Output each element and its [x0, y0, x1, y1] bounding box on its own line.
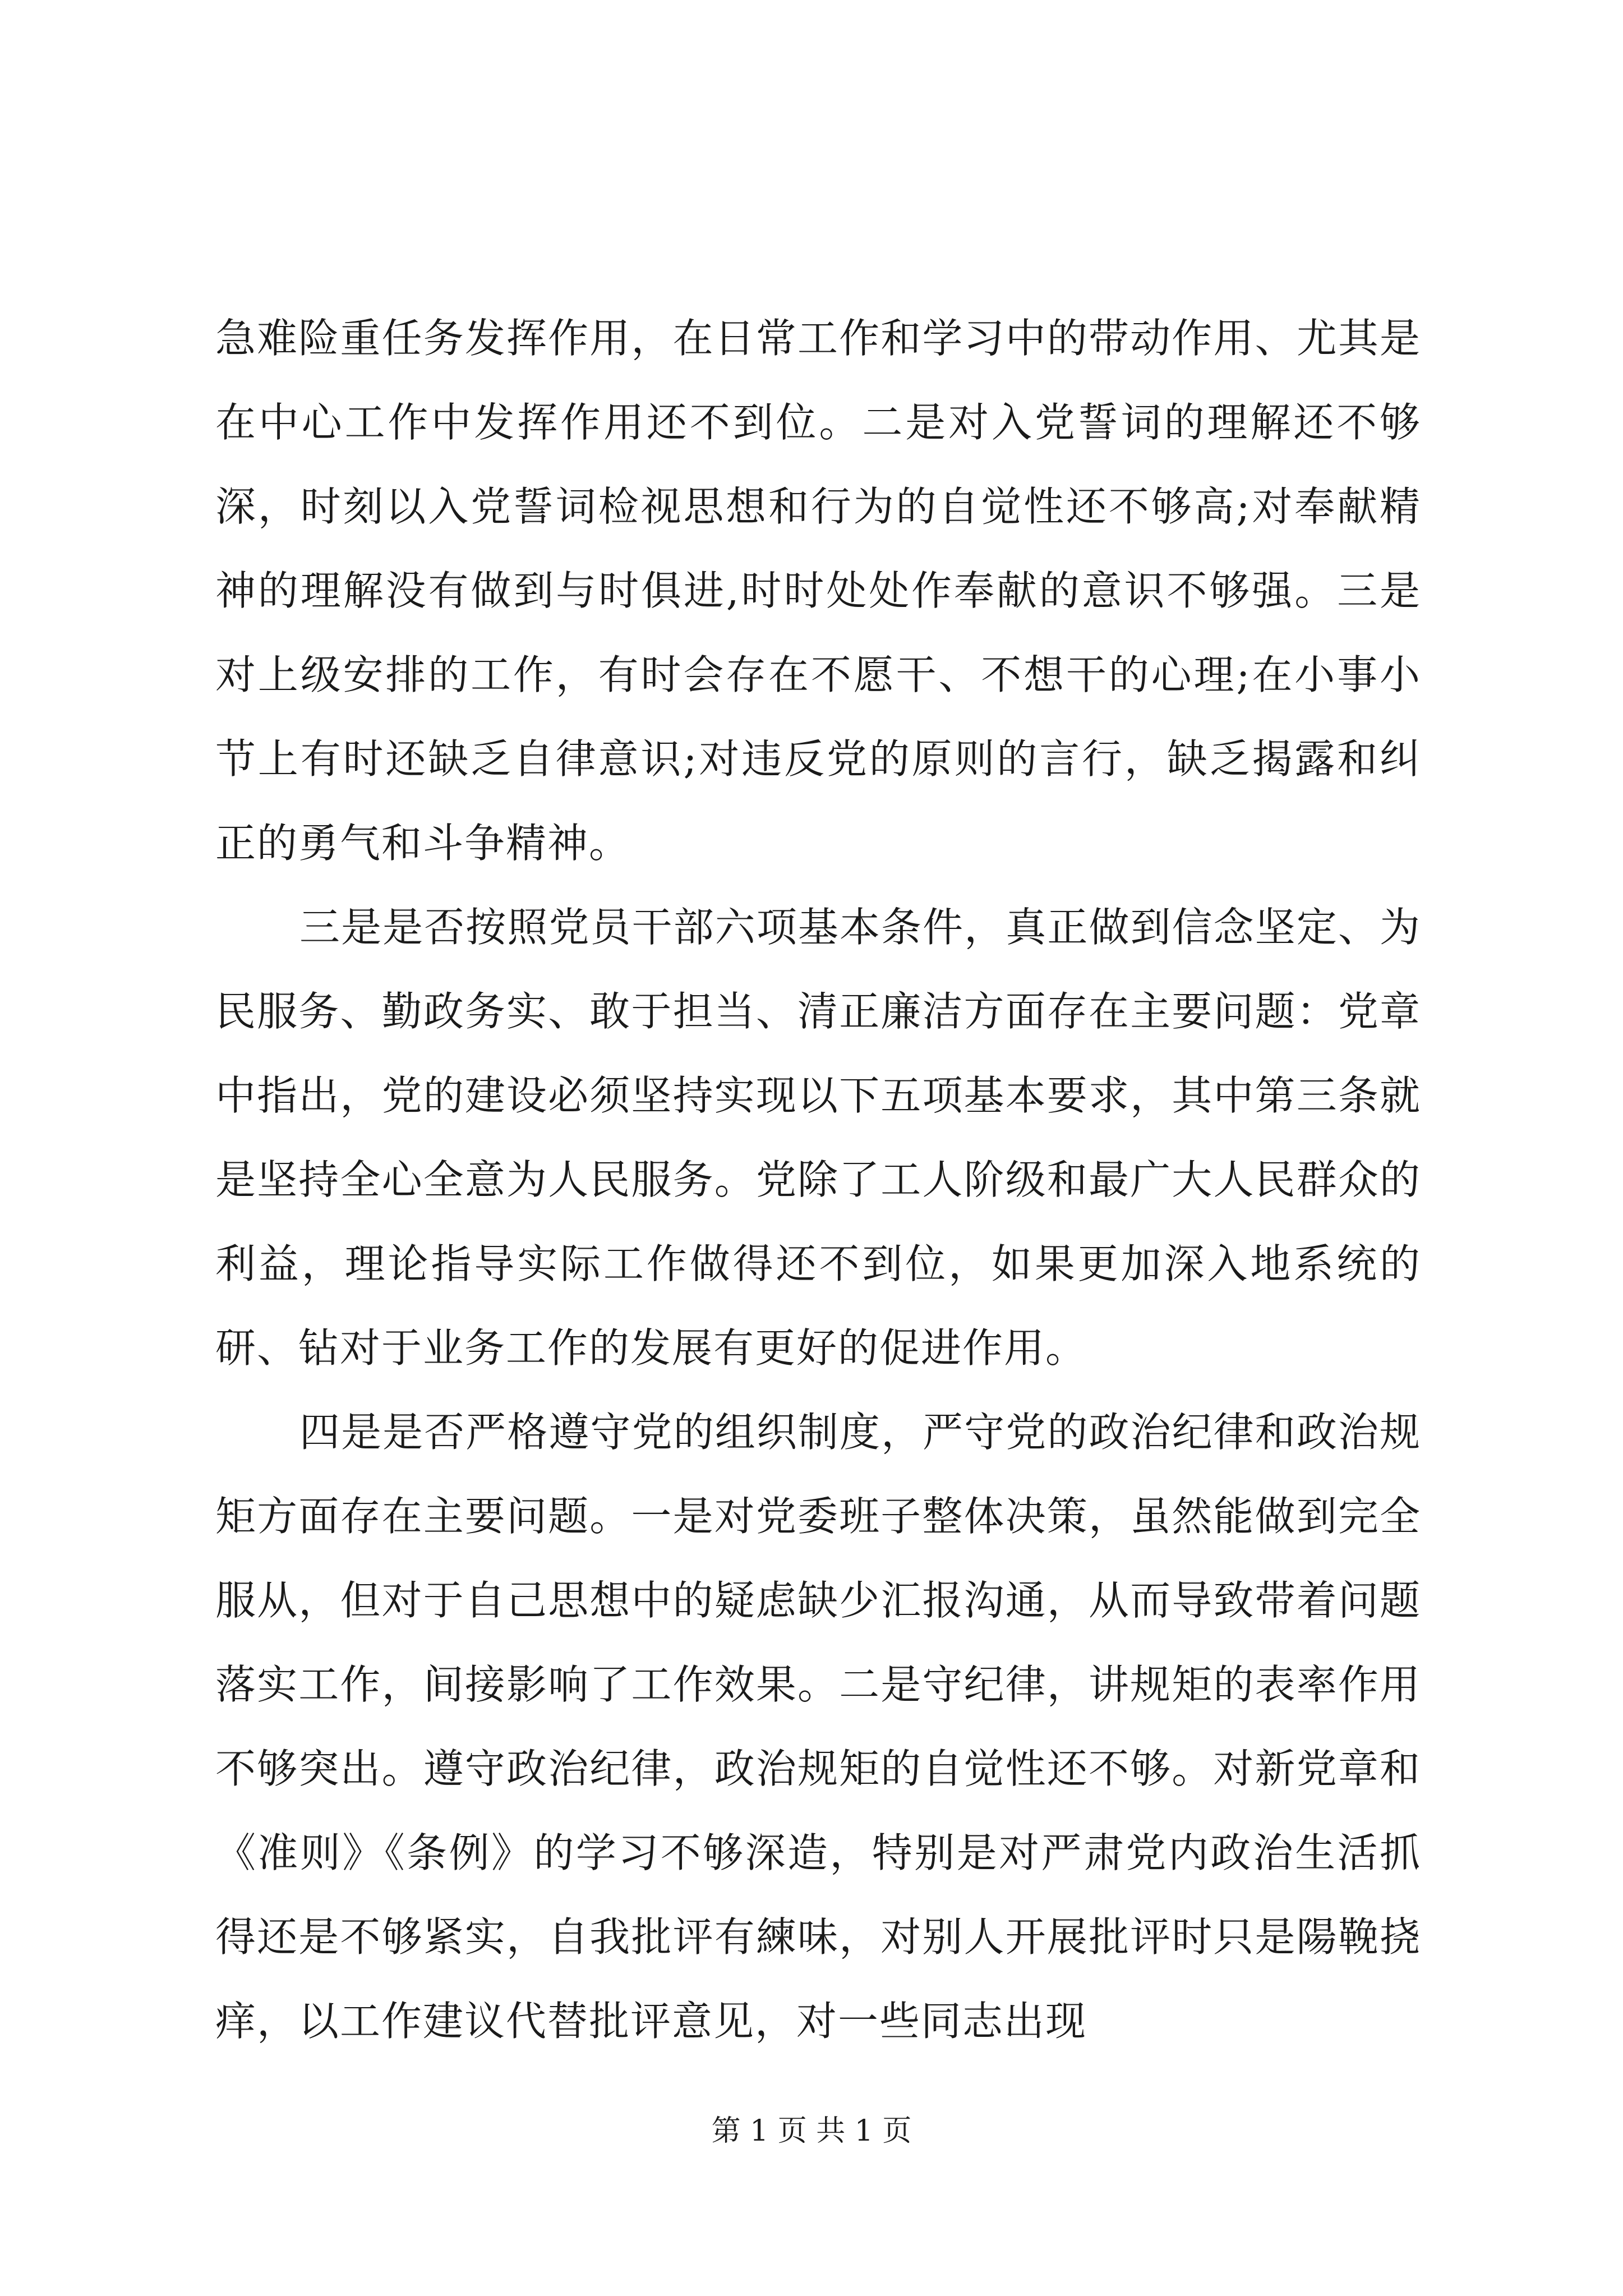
document-body — [215, 296, 1421, 2063]
paragraph-3: 四是是否严格遵守党的组织制度，严守党的政治纪律和政治规矩方面存在主要问题。一是对党委班子整体决策，虽然能做到完全服从，但对于自己思想中的疑虑缺少汇报沟通，从而导致带着问题落实工作，间接影响了工作效果。二是守纪律，讲规矩的表率作用不够突出。遵守政治纪律，政治规矩的自觉性还不够。对新党章和《准则》《条例》的学习不够深造，特别是对严肃党内政治生活抓得还是不够紧实，自我批评有練味，对别人开展批评时只是陽鞔挠痒，以工作建议代替批评意见，对一些同志出现 — [215, 1409, 1421, 2045]
paragraph-2: 三是是否按照党员干部六项基本条件，真正做到信念坚定、为民服务、勤政务实、敢于担当、清正廉洁方面存在主要问题：党章中指出，党的建设必须坚持实现以下五项基本要求，其中第三条就是坚持全心全意为人民服务。党除了工人阶级和最广大人民群众的利益，理论指导实际工作做得还不到位，如果更加深入地系统的研、钻对于业务工作的发展有更好的促进作用。 — [215, 904, 1421, 1372]
paragraph-1: 急难险重任务发挥作用，在日常工作和学习中的带动作用、尤其是在中心工作中发挥作用还不到位。二是对入党誓词的理解还不够深，时刻以入党誓词检视思想和行为的自觉性还不够高;对奉献精神的理解没有做到与时俱进,时时处处作奉献的意识不够强。三是对上级安排的工作，有时会存在不愿干、不想干的心理;在小事小节上有时还缺乏自律意识;对违反党的原则的言行，缺乏揭露和纠正的勇气和斗争精神。 — [215, 315, 1421, 867]
page-footer: 第 1 页 共 1 页 — [711, 2114, 912, 2148]
